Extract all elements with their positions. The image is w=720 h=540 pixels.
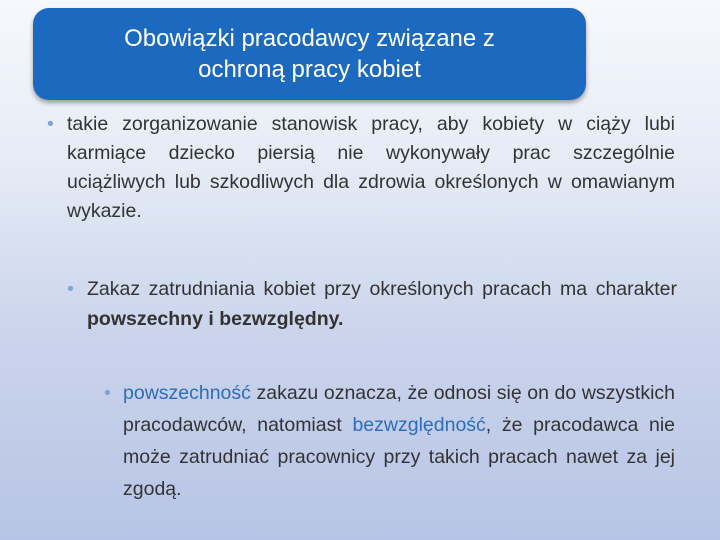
bullet-dot-icon: • (47, 113, 54, 135)
bullet-item-1 (47, 110, 675, 226)
bullet-item-2 (67, 274, 677, 334)
highlight-term-powszechnosc: powszechność (123, 382, 251, 404)
bullet-dot-icon: • (104, 382, 111, 404)
bullet-item-1-text: takie zorganizowanie stanowisk pracy, aby kobiety w ciąży lubi karmiące dziecko piersią nie wykonywały prac szczególnie uciążliwych lub szkodliwych dla zdrowia określonych w omawianym wykazie. (67, 113, 675, 222)
bullet-item-2-text: Zakaz zatrudniania kobiet przy określonych pracach ma charakter (87, 278, 677, 300)
bullet-dot-icon: • (67, 278, 74, 300)
bullet-item-3 (104, 377, 675, 505)
highlight-term-bezwzglednosc: bezwzględność (352, 414, 486, 436)
slide-title-line-1: Obowiązki pracodawcy związane z (124, 25, 495, 52)
slide-title-line-2: ochroną pracy kobiet (198, 56, 421, 83)
bullet-item-3-text-2: , że pracodawca nie może zatrudniać pracownicy przy takich pracach nawet za jej zgodą. (123, 414, 675, 500)
bullet-item-2-bold-text: powszechny i bezwzględny. (87, 308, 344, 330)
bullet-item-3-text-1: zakazu oznacza, że odnosi się on do wszystkich pracodawców, natomiast (123, 382, 675, 436)
slide-title (33, 8, 586, 100)
